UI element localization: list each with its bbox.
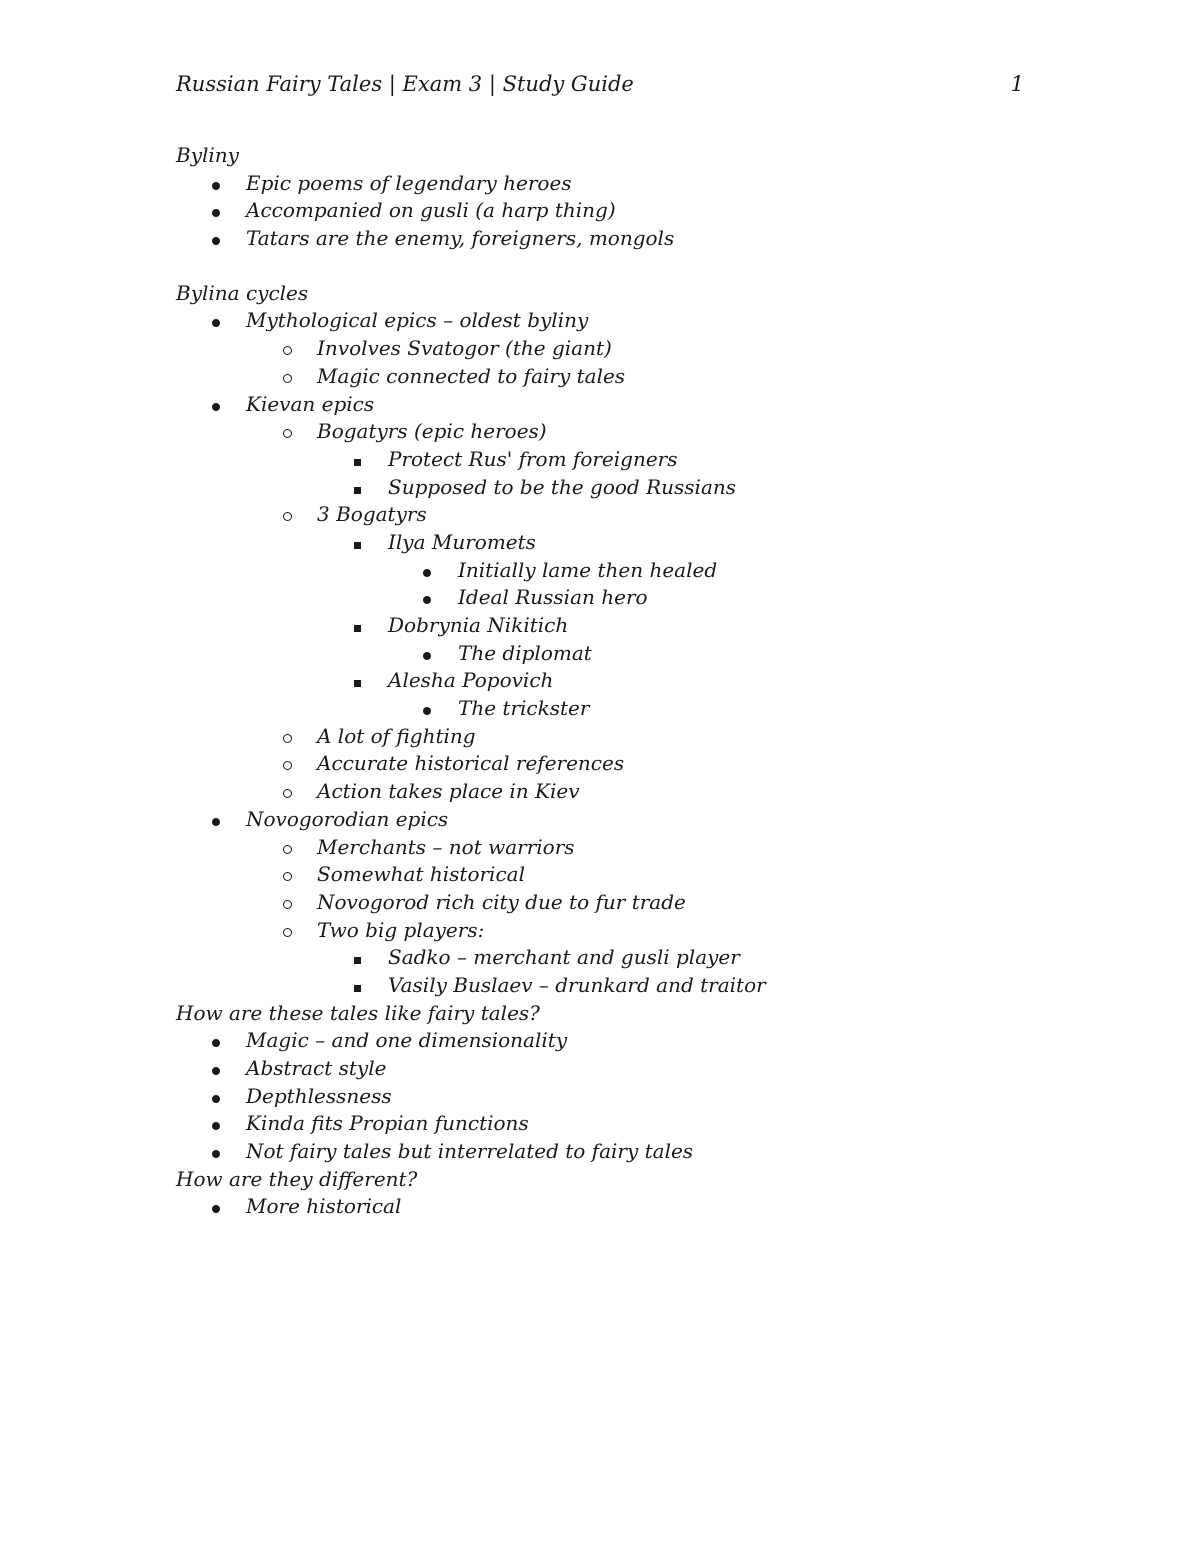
list-item [176, 944, 1036, 972]
list-item [176, 1138, 1036, 1166]
list-item [176, 225, 1036, 253]
list-item [176, 1055, 1036, 1083]
list-item [176, 170, 1036, 198]
list-item [176, 307, 1036, 335]
list-item [176, 197, 1036, 225]
item-text: More historical [246, 1194, 402, 1219]
list-item [176, 584, 1036, 612]
list-item [176, 889, 1036, 917]
item-text: Kievan epics [246, 391, 375, 416]
list-item [176, 529, 1036, 557]
bullet-dot-icon [212, 1138, 220, 1166]
bullet-dot-icon [212, 391, 220, 419]
bullet-dot-icon [212, 197, 220, 225]
list-item [176, 474, 1036, 502]
item-text: Alesha Popovich [388, 668, 554, 693]
list-item [176, 612, 1036, 640]
bullet-dot-icon [212, 806, 220, 834]
document-body [176, 142, 1036, 1221]
list-item [176, 723, 1036, 751]
list-item [176, 972, 1036, 1000]
bullet-dot-icon [212, 1055, 220, 1083]
item-text: Bogatyrs (epic heroes) [317, 419, 547, 444]
page-header [176, 72, 1024, 102]
list-item [176, 750, 1036, 778]
item-text: The trickster [458, 696, 590, 721]
bullet-circle-icon [283, 861, 292, 889]
item-text: Merchants – not warriors [317, 834, 575, 859]
bullet-circle-icon [283, 418, 292, 446]
header-title: Russian Fairy Tales | Exam 3 | Study Guide [176, 72, 634, 96]
item-text: The diplomat [458, 640, 592, 665]
heading-text: Bylina cycles [176, 280, 309, 305]
section-heading [176, 1166, 1036, 1194]
list-item [176, 1027, 1036, 1055]
item-text: Two big players: [317, 917, 485, 942]
bullet-dot-icon [212, 225, 220, 253]
heading-text: How are they different? [176, 1166, 418, 1191]
bullet-square-icon [354, 446, 361, 474]
bullet-square-icon [354, 612, 361, 640]
item-text: Epic poems of legendary heroes [246, 170, 572, 195]
bullet-circle-icon [283, 778, 292, 806]
list-item [176, 418, 1036, 446]
item-text: Depthlessness [246, 1083, 392, 1108]
bullet-dot-icon [423, 557, 431, 585]
list-item [176, 917, 1036, 945]
list-item [176, 695, 1036, 723]
item-text: Involves Svatogor (the giant) [317, 336, 612, 361]
item-text: Action takes place in Kiev [317, 779, 580, 804]
bullet-circle-icon [283, 723, 292, 751]
item-text: Supposed to be the good Russians [388, 474, 737, 499]
bullet-dot-icon [212, 307, 220, 335]
page-number: 1 [1010, 72, 1024, 96]
item-text: 3 Bogatyrs [317, 502, 427, 527]
item-text: Not fairy tales but interrelated to fairy tales [246, 1139, 694, 1164]
item-text: Magic connected to fairy tales [317, 363, 626, 388]
item-text: Somewhat historical [317, 862, 525, 887]
list-item [176, 640, 1036, 668]
list-item [176, 861, 1036, 889]
section-heading [176, 280, 1036, 308]
bullet-square-icon [354, 474, 361, 502]
section-heading [176, 1000, 1036, 1028]
bullet-square-icon [354, 944, 361, 972]
item-text: Sadko – merchant and gusli player [388, 945, 740, 970]
bullet-dot-icon [423, 640, 431, 668]
list-item [176, 1110, 1036, 1138]
bullet-circle-icon [283, 889, 292, 917]
section-heading [176, 142, 1036, 170]
list-item [176, 806, 1036, 834]
heading-text: Byliny [176, 143, 239, 167]
bullet-square-icon [354, 529, 361, 557]
item-text: Abstract style [246, 1056, 387, 1080]
bullet-dot-icon [212, 170, 220, 198]
bullet-dot-icon [212, 1083, 220, 1111]
item-text: Tatars are the enemy, foreigners, mongols [246, 226, 675, 251]
list-item [176, 446, 1036, 474]
item-text: Vasily Buslaev – drunkard and traitor [388, 972, 766, 997]
item-text: Accompanied on gusli (a harp thing) [246, 198, 616, 223]
bullet-dot-icon [423, 584, 431, 612]
bullet-circle-icon [283, 834, 292, 862]
item-text: A lot of fighting [317, 723, 476, 748]
bullet-circle-icon [283, 501, 292, 529]
bullet-dot-icon [423, 695, 431, 723]
bullet-square-icon [354, 972, 361, 1000]
list-item [176, 667, 1036, 695]
bullet-dot-icon [212, 1027, 220, 1055]
item-text: Dobrynia Nikitich [388, 613, 569, 637]
bullet-circle-icon [283, 917, 292, 945]
item-text: Kinda fits Propian functions [246, 1111, 529, 1136]
item-text: Protect Rus' from foreigners [388, 446, 678, 471]
bullet-dot-icon [212, 1110, 220, 1138]
item-text: Mythological epics – oldest byliny [246, 308, 589, 333]
list-item [176, 778, 1036, 806]
list-item [176, 1193, 1036, 1221]
item-text: Ilya Muromets [388, 529, 536, 554]
list-item [176, 1083, 1036, 1111]
list-item [176, 391, 1036, 419]
bullet-square-icon [354, 667, 361, 695]
item-text: Initially lame then healed [458, 557, 718, 582]
list-item [176, 834, 1036, 862]
bullet-dot-icon [212, 1193, 220, 1221]
item-text: Novogorod rich city due to fur trade [317, 889, 686, 914]
list-item [176, 557, 1036, 585]
bullet-circle-icon [283, 750, 292, 778]
list-item [176, 363, 1036, 391]
item-text: Magic – and one dimensionality [246, 1028, 568, 1053]
item-text: Ideal Russian hero [458, 585, 648, 610]
item-text: Novogorodian epics [246, 806, 449, 831]
bullet-circle-icon [283, 363, 292, 391]
bullet-circle-icon [283, 335, 292, 363]
list-item [176, 501, 1036, 529]
heading-text: How are these tales like fairy tales? [176, 1000, 540, 1025]
list-item [176, 335, 1036, 363]
item-text: Accurate historical references [317, 751, 625, 776]
